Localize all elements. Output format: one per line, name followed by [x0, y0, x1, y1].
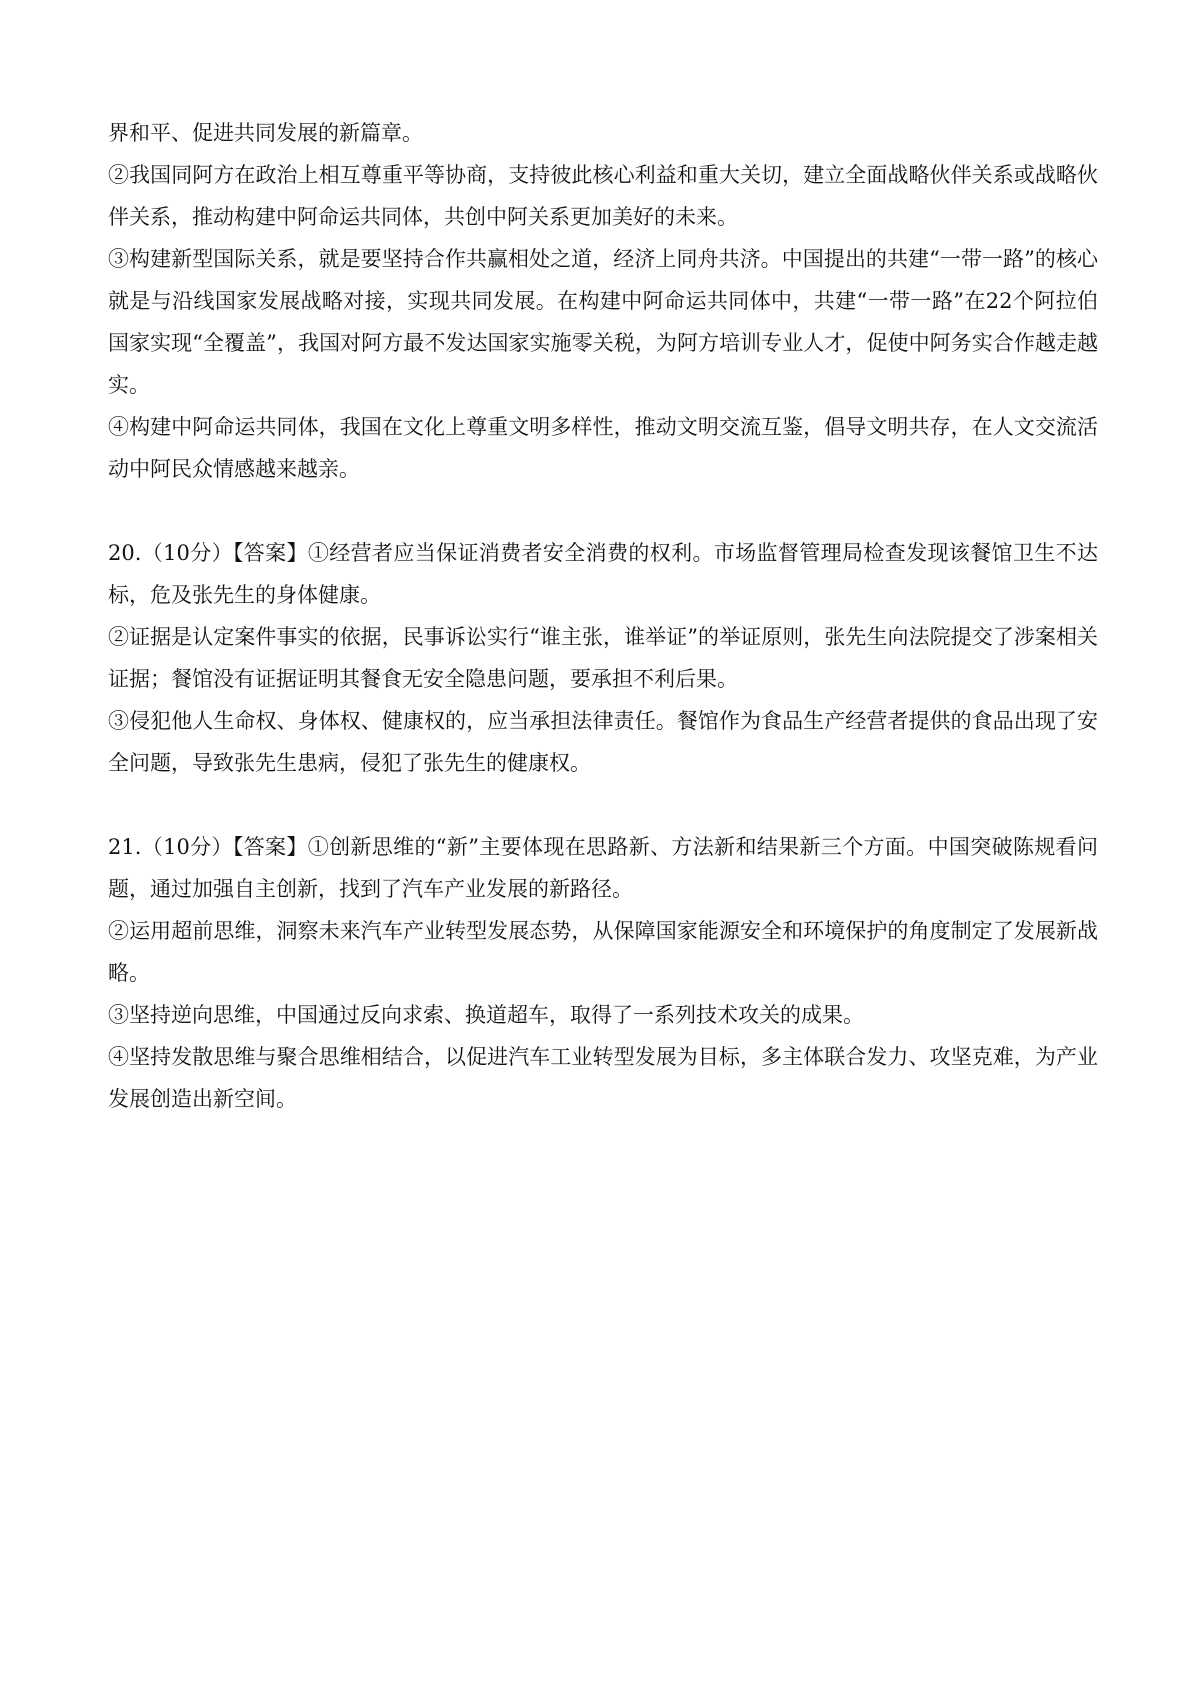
paragraph: 21.（10分）【答案】①创新思维的“新”主要体现在思路新、方法新和结果新三个方面。中国突破陈规看问题，通过加强自主创新，找到了汽车产业发展的新路径。 [108, 835, 1098, 901]
paragraph: ④构建中阿命运共同体，我国在文化上尊重文明多样性，推动文明交流互鉴，倡导文明共存，在人文交流活动中阿民众情感越来越亲。 [108, 415, 1098, 481]
paragraph: ②我国同阿方在政治上相互尊重平等协商，支持彼此核心利益和重大关切，建立全面战略伙伴关系或战略伙伴关系，推动构建中阿命运共同体，共创中阿关系更加美好的未来。 [108, 163, 1098, 229]
paragraph-gap [108, 490, 1098, 532]
paragraph: 20.（10分）【答案】①经营者应当保证消费者安全消费的权利。市场监督管理局检查发现该餐馆卫生不达标，危及张先生的身体健康。 [108, 541, 1098, 607]
paragraph: ②证据是认定案件事实的依据，民事诉讼实行“谁主张，谁举证”的举证原则，张先生向法院提交了涉案相关证据；餐馆没有证据证明其餐食无安全隐患问题，要承担不利后果。 [108, 625, 1098, 691]
paragraph: ④坚持发散思维与聚合思维相结合，以促进汽车工业转型发展为目标，多主体联合发力、攻坚克难，为产业发展创造出新空间。 [108, 1045, 1098, 1111]
paragraph-gap [108, 784, 1098, 826]
paragraph: ③坚持逆向思维，中国通过反向求索、换道超车，取得了一系列技术攻关的成果。 [108, 1003, 864, 1027]
paragraph: ③构建新型国际关系，就是要坚持合作共赢相处之道，经济上同舟共济。中国提出的共建“一带一路”的核心就是与沿线国家发展战略对接，实现共同发展。在构建中阿命运共同体中，共建“一带一路”在22个阿拉伯国家实现“全覆盖”，我国对阿方最不发达国家实施零关税，为阿方培训专业人才，促使中阿务实合作越走越实。 [108, 247, 1098, 397]
document-page [108, 112, 1098, 1120]
answer-20 [108, 532, 1098, 784]
paragraph: ②运用超前思维，洞察未来汽车产业转型发展态势，从保障国家能源安全和环境保护的角度制定了发展新战略。 [108, 919, 1098, 985]
answer-21 [108, 826, 1098, 1120]
answer-19-continued [108, 112, 1098, 490]
paragraph: ③侵犯他人生命权、身体权、健康权的，应当承担法律责任。餐馆作为食品生产经营者提供的食品出现了安全问题，导致张先生患病，侵犯了张先生的健康权。 [108, 709, 1098, 775]
paragraph: 界和平、促进共同发展的新篇章。 [108, 121, 423, 145]
